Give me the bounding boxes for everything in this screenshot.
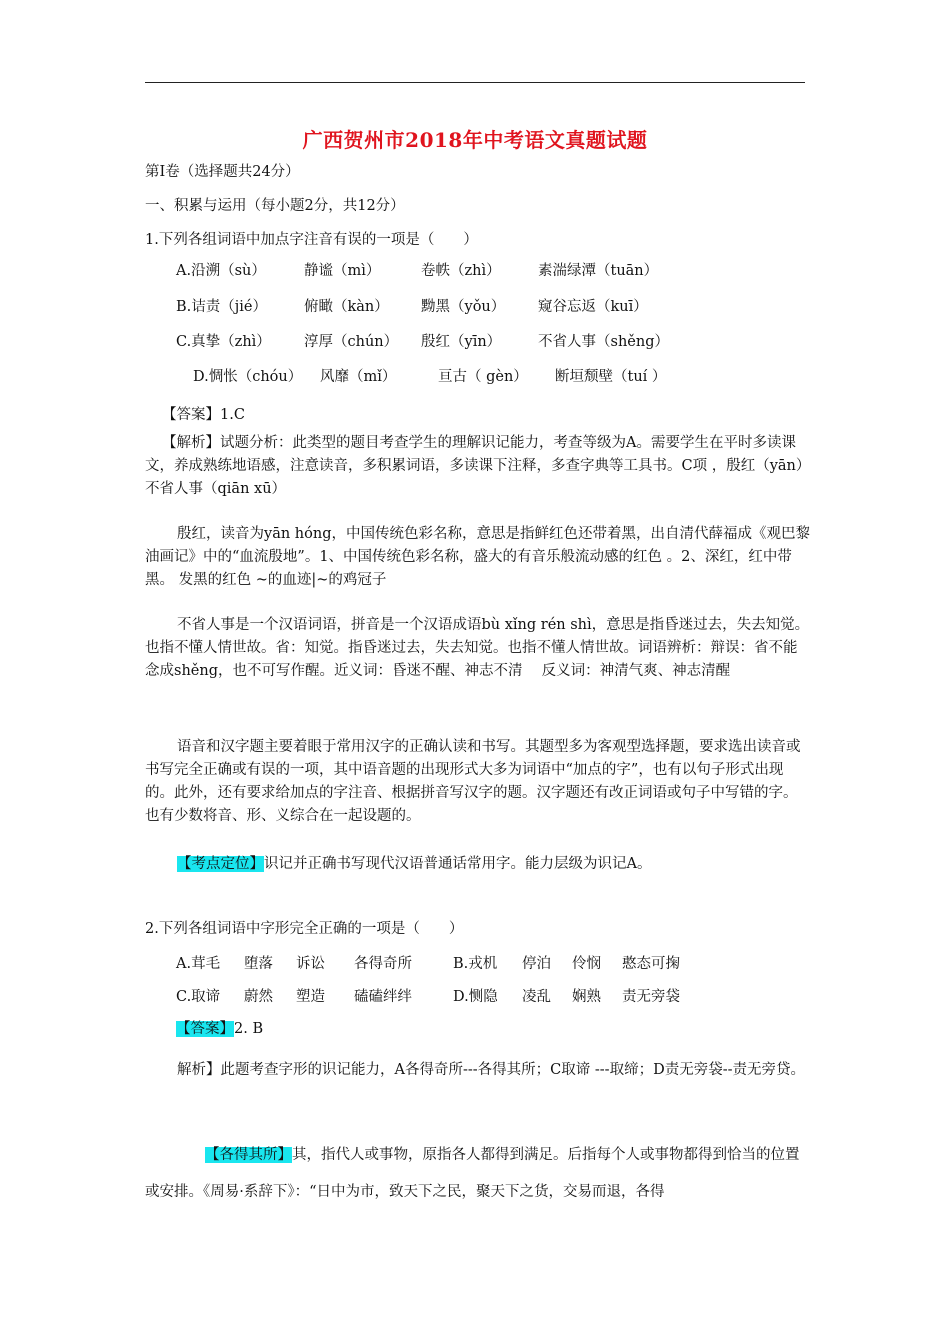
option-cell: 静谧（mì） <box>304 263 381 279</box>
question-2-stem: 2.下列各组词语中字形完全正确的一项是（ ） <box>145 921 464 937</box>
question-2-analysis: 解析】此题考查字形的识记能力，A各得奇所---各得其所；C取谛 ---取缔；D责无旁袋--责无旁贷。 <box>177 1062 805 1078</box>
kaodian-label: 【考点定位】 <box>177 856 264 872</box>
option-cell: 卷帙（zhì） <box>421 263 501 279</box>
option-cell: 窥谷忘返（kuī） <box>538 299 648 315</box>
option-cell: 蔚然 <box>244 989 273 1005</box>
option-cell: 憨态可掬 <box>622 956 680 972</box>
question-1-analysis <box>145 432 823 501</box>
option-cell: 黝黑（yǒu） <box>421 299 506 315</box>
option-cell: 伶悯 <box>572 956 601 972</box>
option-cell: 各得奇所 <box>354 956 412 972</box>
option-cell: 塑造 <box>296 989 325 1005</box>
option-cell: B.诘责（jié） <box>176 299 267 315</box>
option-cell: 风靡（mǐ） <box>320 369 397 385</box>
question-1-answer: 【答案】1.C <box>162 407 245 423</box>
option-cell: 凌乱 <box>522 989 551 1005</box>
question-2-answer <box>176 1020 263 1038</box>
option-cell: 亘古（ gèn） <box>438 369 528 385</box>
page-title: 广西贺州市2018年中考语文真题试题 <box>302 128 648 152</box>
analysis-text: 试题分析：此类型的题目考查学生的理解识记能力，考查等级为A。需要学生在平时多读课文，养成熟练地语感，注意读音，多积累词语，多读课下注释，多查字典等工具书。C项 ，殷红（yān） 不省人事（qiān xū） <box>145 435 823 497</box>
option-cell: 不省人事（shěng） <box>538 334 669 350</box>
option-cell: 堕落 <box>244 956 273 972</box>
option-cell: D.惆怅（chóu） <box>193 369 303 385</box>
option-cell: A.茸毛 <box>176 956 221 972</box>
option-cell: D.恻隐 <box>453 989 498 1005</box>
option-cell: 磕磕绊绊 <box>354 989 412 1005</box>
gede-label: 【各得其所】 <box>205 1147 292 1163</box>
option-cell: 殷红（yīn） <box>421 334 502 350</box>
answer-label: 【答案】 <box>176 1021 234 1037</box>
analysis-label: 【解析】 <box>162 435 220 451</box>
option-cell: 责无旁袋 <box>622 989 680 1005</box>
option-cell: B.戎机 <box>453 956 498 972</box>
option-cell: 素湍绿潭（tuān） <box>538 263 659 279</box>
kaodian-text: 识记并正确书写现代汉语普通话常用字。能力层级为识记A。 <box>264 856 652 872</box>
option-cell: C.取谛 <box>176 989 221 1005</box>
option-cell: C.真挚（zhì） <box>176 334 271 350</box>
analysis-paragraph-yinhong: 殷红，读音为yān hóng，中国传统色彩名称，意思是指鲜红色还带着黑，出自清代薛福成《观巴黎油画记》中的“血流殷地”。1、中国传统色彩名称，盛大的有音乐般流动感的红色 。2、深红，红中带黑。 发黑的红色 ~的血迹|~的鸡冠子 <box>145 526 810 588</box>
option-cell: 诉讼 <box>296 956 325 972</box>
analysis-paragraph-buxingrenshi: 不省人事是一个汉语词语，拼音是一个汉语成语bù xǐng rén shì，意思是指昏迷过去，失去知觉。也指不懂人情世故。省：知觉。指昏迷过去，失去知觉。也指不懂人情世故。词语辨析：辩误：省不能念成shěng，也不可写作醒。近义词：昏迷不醒、神志不清 反义词：神清气爽、神志清醒 <box>145 617 810 679</box>
header-rule <box>145 82 805 83</box>
option-cell: 断垣颓壁（tuí ） <box>555 369 667 385</box>
option-cell: 娴熟 <box>572 989 601 1005</box>
gede-text: 其，指代人或事物，原指各人都得到满足。后指每个人或事物都得到恰当的位置或安排。《周易·系辞下》：“日中为市，致天下之民，聚天下之货，交易而退，各得 <box>145 1147 800 1200</box>
option-cell: 停泊 <box>522 956 551 972</box>
answer-text: 2. B <box>234 1021 264 1037</box>
option-cell: 俯瞰（kàn） <box>304 299 389 315</box>
kaodian-line <box>177 855 651 873</box>
gede-paragraph <box>145 1137 810 1211</box>
option-cell: 淳厚（chún） <box>304 334 399 350</box>
analysis-paragraph-summary: 语音和汉字题主要着眼于常用汉字的正确认读和书写。其题型多为客观型选择题，要求选出读音或书写完全正确或有误的一项，其中语音题的出现形式大多为词语中“加点的字”，也有以句子形式出现的。此外，还有要求给加点的字注音、根据拼音写汉字的题。汉字题还有改正词语或句子中写错的字。也有少数将音、形、义综合在一起设题的。 <box>145 739 801 824</box>
option-cell: A.沿溯（sù） <box>176 263 266 279</box>
section-heading: 第I卷（选择题共24分） <box>145 164 300 180</box>
part-heading: 一、积累与运用（每小题2分，共12分） <box>145 198 405 214</box>
question-1-stem: 1.下列各组词语中加点字注音有误的一项是（ ） <box>145 232 478 248</box>
